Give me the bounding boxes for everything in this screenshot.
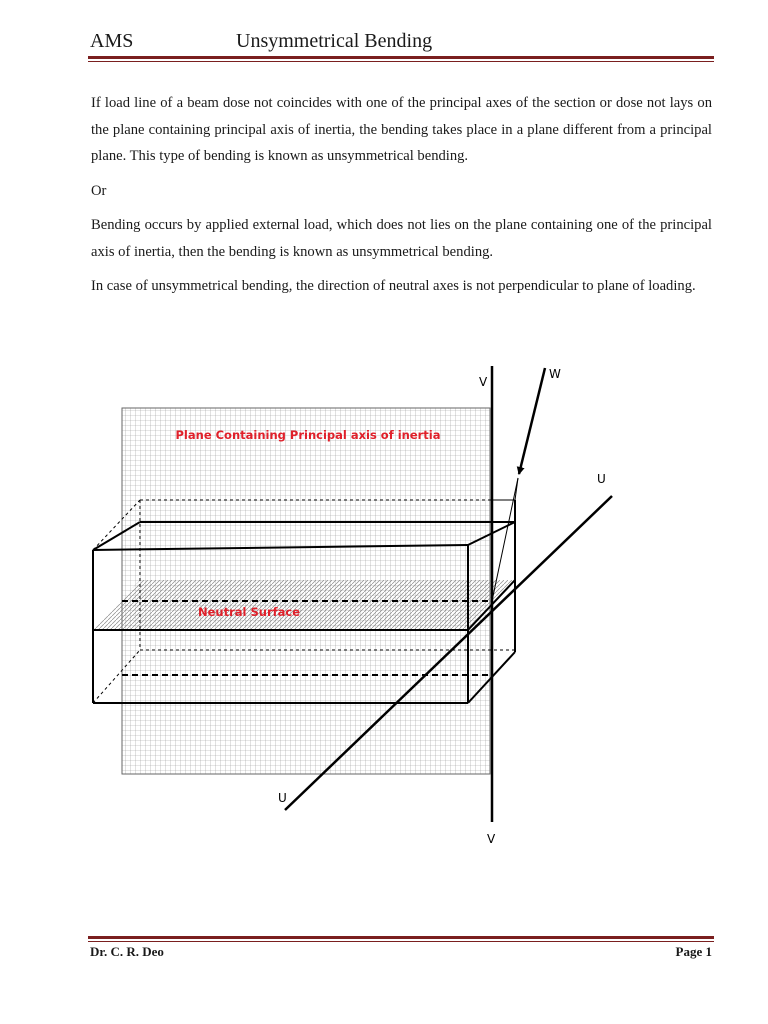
neutral-surface-label: Neutral Surface [197, 605, 301, 619]
axis-v-top-label: V [479, 375, 488, 389]
footer-author: Dr. C. R. Deo [90, 944, 164, 959]
paragraph-alternate-definition: Bending occurs by applied external load, which does not lies on the plane containing one of the principal axis of inertia, then the bending is known as unsymmetrical bending. [91, 217, 712, 260]
paragraph-definition: If load line of a beam dose not coincides with one of the principal axes of the section or dose not lays on the plane containing principal axis of inertia, the bending takes place in a plane different from a principal plane. This type of bending is known as unsymmetrical bending. [91, 95, 712, 164]
body-text [91, 90, 712, 308]
header-rule-thick [88, 56, 714, 59]
axis-u-left-label: U [278, 791, 287, 805]
axis-u-right-label: U [597, 472, 606, 486]
page-footer [90, 944, 712, 964]
unsymmetrical-bending-figure [80, 360, 720, 860]
paragraph-or: Or [91, 182, 107, 199]
footer-rule-thick [88, 936, 714, 939]
header-title: Unsymmetrical Bending [236, 30, 433, 52]
header-course-label: AMS [90, 30, 134, 52]
load-w-label: W [549, 367, 561, 381]
header-rule-thin [88, 61, 714, 62]
neutral-surface [93, 580, 515, 630]
footer-rule-thin [88, 941, 714, 942]
axis-v-bottom-label: V [487, 832, 496, 846]
paragraph-neutral-axis: In case of unsymmetrical bending, the direction of neutral axes is not perpendicular to plane of loading. [91, 278, 696, 294]
plane-label: Plane Containing Principal axis of inertia [175, 428, 441, 442]
page-header [90, 28, 714, 58]
load-arrow [519, 368, 545, 474]
footer-page-number: Page 1 [675, 944, 712, 959]
